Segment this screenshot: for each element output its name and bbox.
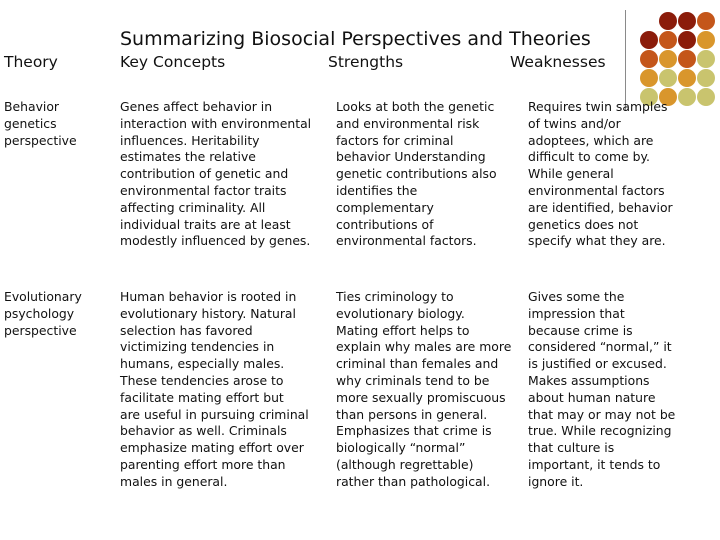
decorative-dot	[697, 31, 715, 49]
row-1-weaknesses: Requires twin samples of twins and/or adoptees, which are difficult to come by. While general environmental factors are identified, behavior genetics does not specify what they are.	[528, 99, 673, 249]
header-strengths: Strengths	[328, 53, 404, 71]
row-2-key-concepts: Human behavior is rooted in evolutionary history. Natural selection has favored victimizing tendencies in humans, especially males. These tendencies arose to facilitate mating effort but are useful in pursuing criminal behavior as well. Criminals emphasize mating effort over parenting effort more than males in general.	[120, 289, 309, 489]
decorative-dot	[659, 69, 677, 87]
row-1-strengths: Looks at both the genetic and environmental risk factors for criminal behavior Understanding genetic contributions also identifies the complementary contributions of environmental factors.	[336, 99, 497, 249]
decorative-dot	[678, 69, 696, 87]
row-2-theory: Evolutionary psychology perspective	[4, 289, 82, 338]
decorative-dot	[659, 50, 677, 68]
header-theory: Theory	[4, 53, 58, 71]
decorative-dot	[640, 69, 658, 87]
decorative-dot	[659, 12, 677, 30]
header-key-concepts: Key Concepts	[120, 53, 226, 71]
row-1-key-concepts: Genes affect behavior in interaction with environmental influences. Heritability estimates the relative contribution of genetic and environmental factor traits affecting criminality. All individual traits are at least modestly influenced by genes.	[120, 99, 312, 249]
row-1-theory: Behavior genetics perspective	[4, 99, 77, 148]
row-2-strengths: Ties criminology to evolutionary biology. Mating effort helps to explain why males are more criminal than females and why criminals tend to be more sexually promiscuous than persons in general. Emphasizes that crime is biologically “normal” (although regrettable) rather than pathological.	[336, 289, 512, 489]
decorative-dot	[640, 50, 658, 68]
page-title: Summarizing Biosocial Perspectives and Theories	[120, 28, 591, 50]
decorative-dot	[659, 31, 677, 49]
decorative-dot	[697, 12, 715, 30]
header-weaknesses: Weaknesses	[510, 53, 606, 71]
decorative-divider	[625, 10, 626, 110]
decorative-dot	[640, 31, 658, 49]
decorative-dot	[697, 69, 715, 87]
row-2-weaknesses: Gives some the impression that because crime is considered “normal,” it is justified or excused. Makes assumptions about human nature that may or may not be true. While recognizing that culture is important, it tends to ignore it.	[528, 289, 676, 489]
decorative-dot	[678, 50, 696, 68]
decorative-dot	[678, 12, 696, 30]
decorative-dot	[697, 50, 715, 68]
decorative-dot	[678, 31, 696, 49]
